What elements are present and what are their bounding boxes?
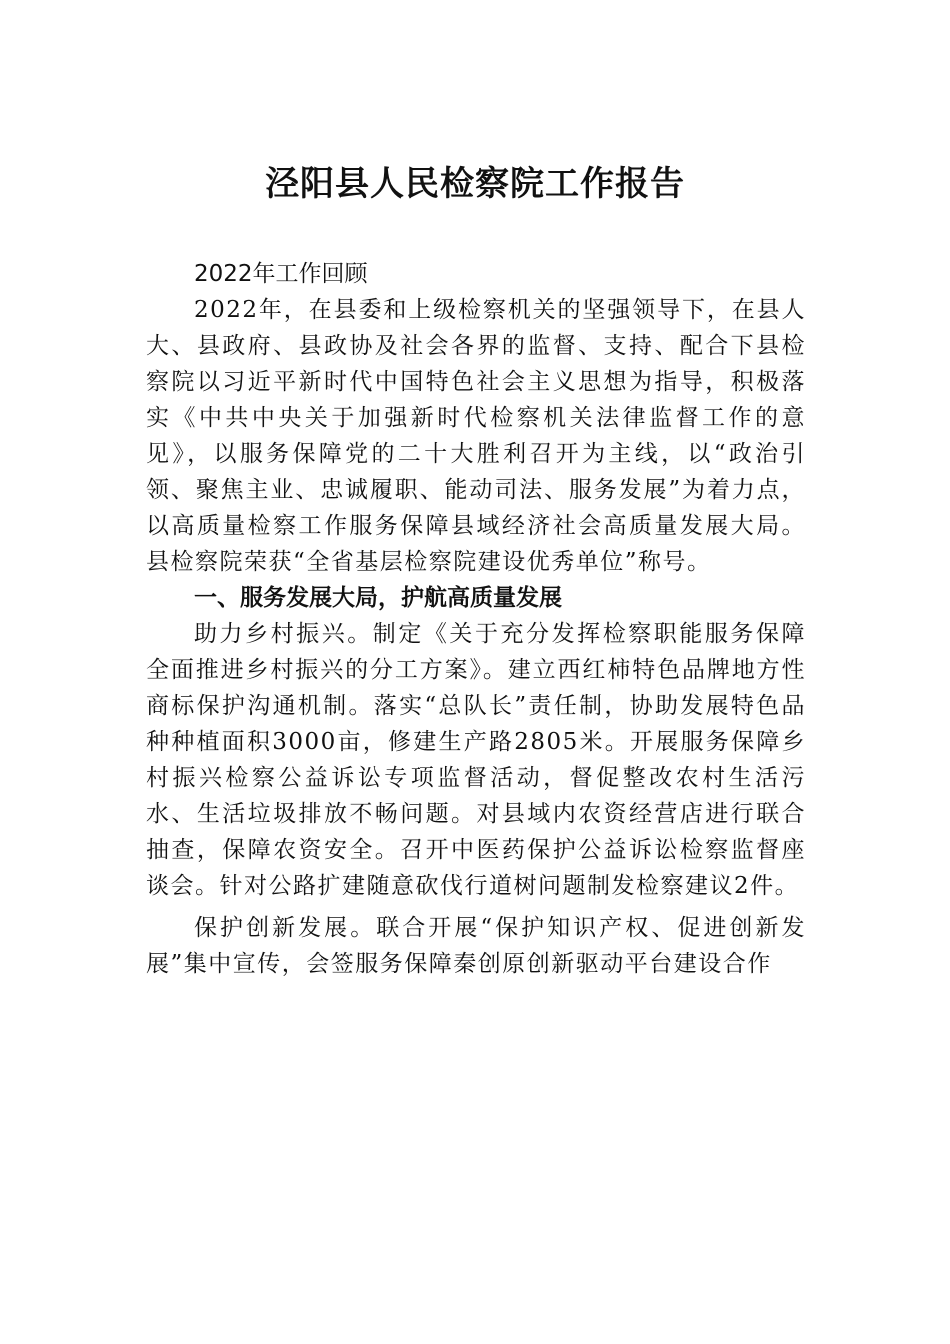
section-heading-review: 2022年工作回顾 <box>194 261 368 287</box>
document-body <box>146 256 806 982</box>
paragraph-innovation: 保护创新发展。联合开展“保护知识产权、促进创新发展”集中宣传，会签服务保障秦创原创新驱动平台建设合作 <box>146 915 806 977</box>
paragraph-intro: 2022年，在县委和上级检察机关的坚强领导下，在县人大、县政府、县政协及社会各界的监督、支持、配合下县检察院以习近平新时代中国特色社会主义思想为指导，积极落实《中共中央关于加强新时代检察机关法律监督工作的意见》，以服务保障党的二十大胜利召开为主线，以“政治引领、聚焦主业、忠诚履职、能动司法、服务发展”为着力点，以高质量检察工作服务保障县域经济社会高质量发展大局。县检察院荣获“全省基层检察院建设优秀单位”称号。 <box>146 297 806 575</box>
section-heading-one: 一、服务发展大局，护航高质量发展 <box>194 585 562 611</box>
paragraph-rural-revitalization: 助力乡村振兴。制定《关于充分发挥检察职能服务保障全面推进乡村振兴的分工方案》。建立西红柿特色品牌地方性商标保护沟通机制。落实“总队长”责任制，协助发展特色品种种植面积3000亩，修建生产路2805米。开展服务保障乡村振兴检察公益诉讼专项监督活动，督促整改农村生活污水、生活垃圾排放不畅问题。对县域内农资经营店进行联合抽查，保障农资安全。召开中医药保护公益诉讼检察监督座谈会。针对公路扩建随意砍伐行道树问题制发检察建议2件。 <box>146 621 806 899</box>
document-title: 泾阳县人民检察院工作报告 <box>265 164 685 204</box>
